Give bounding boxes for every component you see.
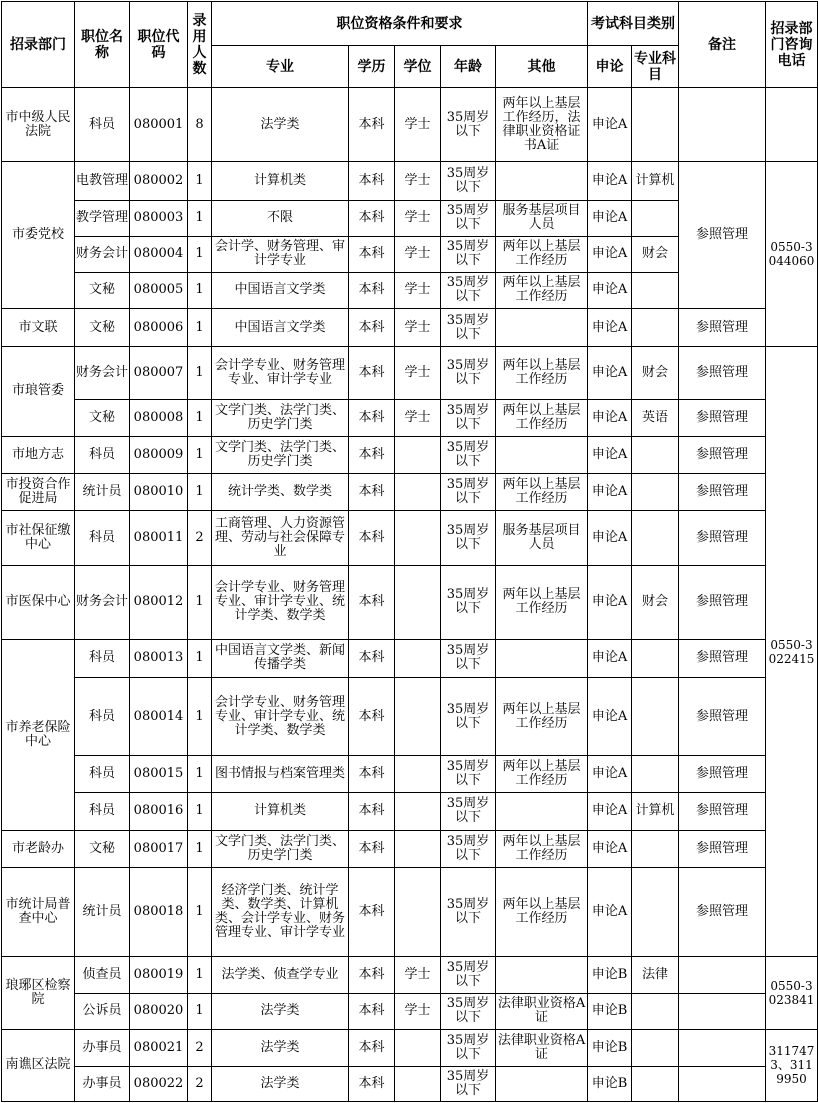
cell-other: [496, 793, 588, 830]
cell-major: 会计学专业、财务管理专业、审计学专业: [212, 347, 349, 399]
cell-shenlun: 申论A: [588, 88, 632, 162]
cell-shenlun: 申论A: [588, 473, 632, 510]
cell-degree: [395, 1066, 441, 1101]
cell-remark: 参照管理: [679, 566, 766, 639]
cell-degree: [395, 566, 441, 639]
cell-subject: [632, 436, 679, 473]
cell-post-code: 080012: [130, 566, 188, 639]
cell-post-code: 080002: [130, 162, 188, 200]
cell-remark: 参照管理: [679, 830, 766, 867]
cell-degree: [395, 830, 441, 867]
cell-remark: 参照管理: [679, 867, 766, 956]
cell-degree: [395, 511, 441, 566]
cell-post-code: 080007: [130, 347, 188, 399]
table-row: [2, 436, 818, 473]
cell-post-code: 080015: [130, 756, 188, 793]
cell-subject: [632, 756, 679, 793]
cell-post-name: 文秘: [75, 830, 130, 867]
cell-subject: 计算机: [632, 793, 679, 830]
cell-count: 2: [188, 511, 212, 566]
cell-shenlun: 申论A: [588, 566, 632, 639]
cell-major: 文学门类、法学门类、历史学门类: [212, 830, 349, 867]
cell-post-name: 统计员: [75, 867, 130, 956]
header-post-name: 职位名称: [75, 2, 130, 88]
cell-major: 法学类、侦查学专业: [212, 957, 349, 994]
cell-edu: 本科: [349, 88, 395, 162]
cell-remark: 参照管理: [679, 473, 766, 510]
cell-shenlun: 申论A: [588, 756, 632, 793]
cell-count: 1: [188, 436, 212, 473]
cell-post-name: 科员: [75, 793, 130, 830]
cell-count: 1: [188, 867, 212, 956]
cell-edu: 本科: [349, 756, 395, 793]
cell-major: 法学类: [212, 88, 349, 162]
cell-phone: 0550-3044060: [766, 162, 818, 347]
cell-dept: 市中级人民法院: [2, 88, 75, 162]
cell-edu: 本科: [349, 272, 395, 308]
cell-count: 1: [188, 957, 212, 994]
cell-major: 经济学门类、统计学类、数学类、计算机类、会计学专业、财务管理专业、审计学专业: [212, 867, 349, 956]
cell-age: 35周岁以下: [441, 511, 496, 566]
table-row: [2, 347, 818, 399]
cell-post-code: 080019: [130, 957, 188, 994]
cell-dept: 市老龄办: [2, 830, 75, 867]
cell-edu: 本科: [349, 473, 395, 510]
cell-shenlun: 申论A: [588, 867, 632, 956]
cell-dept: 市养老保险中心: [2, 639, 75, 830]
cell-remark: [679, 994, 766, 1029]
cell-edu: 本科: [349, 436, 395, 473]
table-row: [2, 639, 818, 677]
cell-other: 两年以上基层工作经历: [496, 566, 588, 639]
cell-subject: [632, 272, 679, 308]
cell-other: 服务基层项目人员: [496, 511, 588, 566]
cell-dept: 市统计局普查中心: [2, 867, 75, 956]
cell-age: 35周岁以下: [441, 677, 496, 755]
header-age: 年龄: [441, 46, 496, 88]
cell-shenlun: 申论A: [588, 511, 632, 566]
cell-count: 1: [188, 677, 212, 755]
cell-dept: 市琅管委: [2, 347, 75, 436]
cell-post-code: 080005: [130, 272, 188, 308]
cell-edu: 本科: [349, 793, 395, 830]
header-qualifications: 职位资格条件和要求: [212, 2, 588, 46]
cell-age: 35周岁以下: [441, 473, 496, 510]
cell-other: 法律职业资格A证: [496, 1029, 588, 1066]
cell-major: 中国语言文学类: [212, 309, 349, 347]
cell-count: 1: [188, 309, 212, 347]
cell-shenlun: 申论A: [588, 272, 632, 308]
cell-count: 1: [188, 236, 212, 272]
cell-remark: 参照管理: [679, 793, 766, 830]
cell-count: 1: [188, 793, 212, 830]
cell-remark: [679, 88, 766, 162]
cell-subject: [632, 1066, 679, 1101]
cell-count: 1: [188, 200, 212, 236]
cell-post-name: 科员: [75, 756, 130, 793]
cell-subject: [632, 309, 679, 347]
header-shenlun: 申论: [588, 46, 632, 88]
cell-post-name: 财务会计: [75, 236, 130, 272]
cell-other: 两年以上基层工作经历: [496, 236, 588, 272]
cell-major: 法学类: [212, 994, 349, 1029]
cell-degree: 学士: [395, 309, 441, 347]
cell-subject: [632, 639, 679, 677]
cell-edu: 本科: [349, 162, 395, 200]
cell-phone: [766, 88, 818, 162]
cell-edu: 本科: [349, 867, 395, 956]
cell-dept: 市社保征缴中心: [2, 511, 75, 566]
cell-subject: [632, 88, 679, 162]
cell-other: [496, 957, 588, 994]
header-phone: 招录部门咨询电话: [766, 2, 818, 88]
cell-subject: [632, 1029, 679, 1066]
table-row: [2, 830, 818, 867]
cell-age: 35周岁以下: [441, 566, 496, 639]
cell-subject: 财会: [632, 347, 679, 399]
cell-degree: 学士: [395, 200, 441, 236]
cell-other: 两年以上基层工作经历: [496, 399, 588, 436]
cell-edu: 本科: [349, 639, 395, 677]
cell-remark: 参照管理: [679, 436, 766, 473]
cell-edu: 本科: [349, 957, 395, 994]
table-row: [2, 677, 818, 755]
cell-age: 35周岁以下: [441, 1066, 496, 1101]
cell-major: 会计学专业、财务管理专业、审计学专业、统计学类、数学类: [212, 677, 349, 755]
cell-shenlun: 申论A: [588, 309, 632, 347]
cell-post-name: 侦查员: [75, 957, 130, 994]
cell-count: 2: [188, 1029, 212, 1066]
cell-count: 1: [188, 756, 212, 793]
table-row: [2, 793, 818, 830]
cell-other: [496, 1066, 588, 1101]
cell-post-name: 科员: [75, 639, 130, 677]
cell-other: [496, 162, 588, 200]
cell-post-code: 080003: [130, 200, 188, 236]
cell-age: 35周岁以下: [441, 272, 496, 308]
cell-degree: [395, 436, 441, 473]
cell-remark: 参照管理: [679, 639, 766, 677]
cell-count: 1: [188, 639, 212, 677]
table-row: [2, 399, 818, 436]
recruitment-table: [1, 1, 818, 1102]
cell-major: 中国语言文学类: [212, 272, 349, 308]
cell-age: 35周岁以下: [441, 236, 496, 272]
cell-dept: 市文联: [2, 309, 75, 347]
cell-other: [496, 639, 588, 677]
cell-other: 两年以上基层工作经历，法律职业资格证书A证: [496, 88, 588, 162]
cell-count: 1: [188, 566, 212, 639]
cell-shenlun: 申论A: [588, 399, 632, 436]
cell-subject: [632, 200, 679, 236]
cell-other: 两年以上基层工作经历: [496, 347, 588, 399]
cell-age: 35周岁以下: [441, 347, 496, 399]
cell-post-name: 财务会计: [75, 347, 130, 399]
cell-major: 法学类: [212, 1029, 349, 1066]
cell-other: 两年以上基层工作经历: [496, 830, 588, 867]
cell-age: 35周岁以下: [441, 830, 496, 867]
cell-edu: 本科: [349, 830, 395, 867]
cell-other: [496, 436, 588, 473]
cell-count: 8: [188, 88, 212, 162]
table-row: [2, 994, 818, 1029]
cell-post-code: 080021: [130, 1029, 188, 1066]
cell-degree: [395, 639, 441, 677]
cell-phone: 3117473、3119950: [766, 1029, 818, 1102]
cell-remark: 参照管理: [679, 756, 766, 793]
cell-other: 两年以上基层工作经历: [496, 473, 588, 510]
cell-age: 35周岁以下: [441, 957, 496, 994]
header-edu: 学历: [349, 46, 395, 88]
header-count: 录用人数: [188, 2, 212, 88]
table-row: [2, 88, 818, 162]
table-row: [2, 867, 818, 956]
table-row: [2, 1066, 818, 1101]
table-body: [2, 88, 818, 1102]
cell-post-name: 教学管理: [75, 200, 130, 236]
cell-degree: [395, 867, 441, 956]
table-row: [2, 957, 818, 994]
cell-subject: [632, 867, 679, 956]
cell-post-name: 科员: [75, 511, 130, 566]
cell-post-name: 文秘: [75, 399, 130, 436]
cell-other: 服务基层项目人员: [496, 200, 588, 236]
cell-other: 两年以上基层工作经历: [496, 677, 588, 755]
cell-edu: 本科: [349, 1029, 395, 1066]
cell-shenlun: 申论A: [588, 436, 632, 473]
cell-remark: 参照管理: [679, 511, 766, 566]
cell-count: 1: [188, 272, 212, 308]
table-row: [2, 473, 818, 510]
header-remarks: 备注: [679, 2, 766, 88]
header-post-code: 职位代码: [130, 2, 188, 88]
cell-post-code: 080016: [130, 793, 188, 830]
cell-subject: [632, 511, 679, 566]
cell-post-code: 080008: [130, 399, 188, 436]
cell-degree: 学士: [395, 994, 441, 1029]
table-row: [2, 1029, 818, 1066]
cell-phone: 0550-3022415: [766, 347, 818, 957]
cell-other: [496, 309, 588, 347]
cell-major: 文学门类、法学门类、历史学门类: [212, 399, 349, 436]
cell-post-name: 办事员: [75, 1066, 130, 1101]
cell-other: 两年以上基层工作经历: [496, 867, 588, 956]
cell-shenlun: 申论B: [588, 994, 632, 1029]
cell-major: 统计学类、数学类: [212, 473, 349, 510]
cell-age: 35周岁以下: [441, 399, 496, 436]
cell-count: 1: [188, 162, 212, 200]
cell-post-code: 080014: [130, 677, 188, 755]
cell-shenlun: 申论A: [588, 793, 632, 830]
header-dept: 招录部门: [2, 2, 75, 88]
header-other: 其他: [496, 46, 588, 88]
table-row: [2, 511, 818, 566]
cell-subject: [632, 994, 679, 1029]
cell-other: 法律职业资格A证: [496, 994, 588, 1029]
header-major: 专业: [212, 46, 349, 88]
cell-remark: 参照管理: [679, 399, 766, 436]
cell-degree: 学士: [395, 399, 441, 436]
cell-remark: 参照管理: [679, 677, 766, 755]
cell-edu: 本科: [349, 511, 395, 566]
cell-edu: 本科: [349, 1066, 395, 1101]
table-row: [2, 309, 818, 347]
table-header: [2, 2, 818, 88]
cell-other: 两年以上基层工作经历: [496, 272, 588, 308]
cell-age: 35周岁以下: [441, 436, 496, 473]
cell-post-name: 文秘: [75, 272, 130, 308]
cell-shenlun: 申论B: [588, 957, 632, 994]
cell-post-code: 080009: [130, 436, 188, 473]
cell-major: 图书情报与档案管理类: [212, 756, 349, 793]
cell-dept: 琅琊区检察院: [2, 957, 75, 1029]
cell-remark: 参照管理: [679, 347, 766, 399]
header-subject: 专业科目: [632, 46, 679, 88]
cell-major: 文学门类、法学门类、历史学门类: [212, 436, 349, 473]
cell-age: 35周岁以下: [441, 639, 496, 677]
cell-remark: [679, 957, 766, 994]
cell-edu: 本科: [349, 347, 395, 399]
cell-count: 1: [188, 473, 212, 510]
cell-post-name: 电教管理: [75, 162, 130, 200]
cell-degree: [395, 473, 441, 510]
cell-post-code: 080017: [130, 830, 188, 867]
cell-other: 两年以上基层工作经历: [496, 756, 588, 793]
cell-phone: 0550-3023841: [766, 957, 818, 1029]
cell-post-name: 办事员: [75, 1029, 130, 1066]
cell-shenlun: 申论A: [588, 200, 632, 236]
cell-edu: 本科: [349, 399, 395, 436]
cell-age: 35周岁以下: [441, 756, 496, 793]
cell-dept: 市医保中心: [2, 566, 75, 639]
cell-age: 35周岁以下: [441, 162, 496, 200]
cell-major: 会计学专业、财务管理专业、审计学专业、统计学类、数学类: [212, 566, 349, 639]
cell-post-code: 080013: [130, 639, 188, 677]
cell-post-name: 统计员: [75, 473, 130, 510]
cell-major: 工商管理、人力资源管理、劳动与社会保障专业: [212, 511, 349, 566]
cell-count: 1: [188, 347, 212, 399]
cell-dept: 市投资合作促进局: [2, 473, 75, 510]
cell-age: 35周岁以下: [441, 1029, 496, 1066]
table-row: [2, 566, 818, 639]
cell-major: 法学类: [212, 1066, 349, 1101]
cell-post-name: 科员: [75, 677, 130, 755]
cell-shenlun: 申论A: [588, 830, 632, 867]
cell-edu: 本科: [349, 994, 395, 1029]
cell-degree: 学士: [395, 162, 441, 200]
cell-post-name: 科员: [75, 88, 130, 162]
cell-post-code: 080006: [130, 309, 188, 347]
cell-dept: 市委党校: [2, 162, 75, 309]
cell-dept: 市地方志: [2, 436, 75, 473]
cell-degree: 学士: [395, 957, 441, 994]
cell-remark: [679, 1029, 766, 1066]
cell-count: 1: [188, 994, 212, 1029]
cell-post-name: 公诉员: [75, 994, 130, 1029]
cell-post-name: 财务会计: [75, 566, 130, 639]
cell-shenlun: 申论A: [588, 236, 632, 272]
cell-major: 计算机类: [212, 162, 349, 200]
cell-edu: 本科: [349, 236, 395, 272]
cell-post-code: 080004: [130, 236, 188, 272]
cell-shenlun: 申论B: [588, 1029, 632, 1066]
table-row: [2, 162, 818, 200]
cell-post-code: 080022: [130, 1066, 188, 1101]
cell-post-code: 080020: [130, 994, 188, 1029]
cell-post-code: 080011: [130, 511, 188, 566]
cell-subject: [632, 677, 679, 755]
cell-age: 35周岁以下: [441, 867, 496, 956]
cell-edu: 本科: [349, 677, 395, 755]
cell-post-code: 080010: [130, 473, 188, 510]
cell-major: 中国语言文学类、新闻传播学类: [212, 639, 349, 677]
cell-post-name: 科员: [75, 436, 130, 473]
cell-shenlun: 申论A: [588, 639, 632, 677]
cell-degree: [395, 1029, 441, 1066]
cell-age: 35周岁以下: [441, 994, 496, 1029]
cell-subject: 计算机: [632, 162, 679, 200]
cell-degree: 学士: [395, 347, 441, 399]
cell-degree: [395, 793, 441, 830]
cell-shenlun: 申论A: [588, 162, 632, 200]
cell-count: 2: [188, 1066, 212, 1101]
cell-major: 不限: [212, 200, 349, 236]
cell-shenlun: 申论B: [588, 1066, 632, 1101]
cell-subject: [632, 830, 679, 867]
cell-edu: 本科: [349, 309, 395, 347]
cell-post-name: 文秘: [75, 309, 130, 347]
cell-degree: 学士: [395, 272, 441, 308]
cell-remark: 参照管理: [679, 309, 766, 347]
cell-subject: 法律: [632, 957, 679, 994]
header-exam-subjects: 考试科目类别: [588, 2, 679, 46]
cell-age: 35周岁以下: [441, 88, 496, 162]
cell-degree: [395, 756, 441, 793]
cell-age: 35周岁以下: [441, 793, 496, 830]
cell-age: 35周岁以下: [441, 309, 496, 347]
cell-count: 1: [188, 830, 212, 867]
cell-subject: 财会: [632, 566, 679, 639]
header-degree: 学位: [395, 46, 441, 88]
cell-major: 会计学、财务管理、审计学专业: [212, 236, 349, 272]
cell-subject: 财会: [632, 236, 679, 272]
cell-remark: 参照管理: [679, 162, 766, 309]
cell-subject: [632, 473, 679, 510]
cell-count: 1: [188, 399, 212, 436]
cell-degree: 学士: [395, 88, 441, 162]
cell-post-code: 080001: [130, 88, 188, 162]
cell-edu: 本科: [349, 566, 395, 639]
cell-age: 35周岁以下: [441, 200, 496, 236]
cell-remark: [679, 1066, 766, 1101]
cell-dept: 南谯区法院: [2, 1029, 75, 1102]
table-row: [2, 756, 818, 793]
cell-post-code: 080018: [130, 867, 188, 956]
cell-degree: [395, 677, 441, 755]
cell-shenlun: 申论A: [588, 677, 632, 755]
cell-subject: 英语: [632, 399, 679, 436]
cell-degree: 学士: [395, 236, 441, 272]
cell-major: 计算机类: [212, 793, 349, 830]
cell-shenlun: 申论A: [588, 347, 632, 399]
cell-edu: 本科: [349, 200, 395, 236]
